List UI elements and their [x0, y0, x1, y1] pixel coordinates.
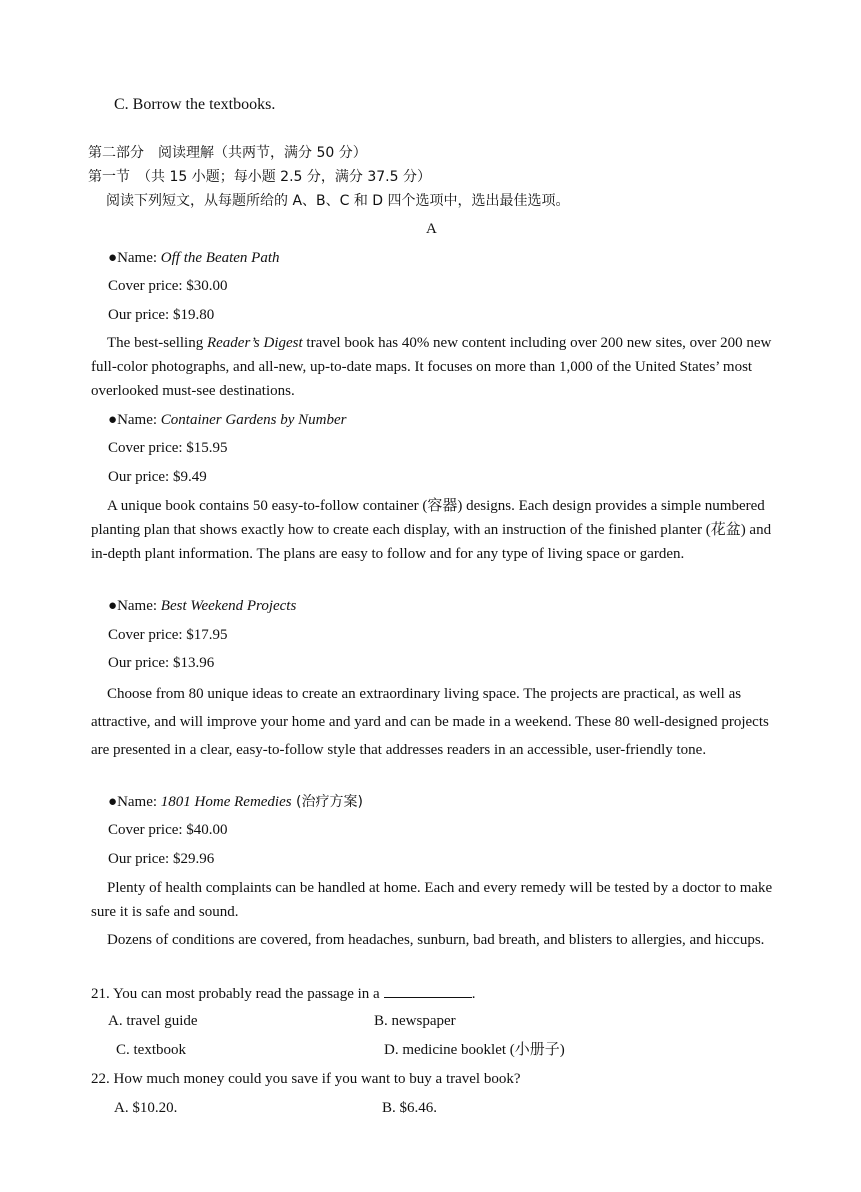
book-description	[91, 680, 781, 764]
book-description-2	[91, 928, 781, 952]
desc-prefix: The best-selling	[107, 335, 207, 351]
book-name-line	[108, 792, 363, 812]
book-description	[91, 331, 781, 403]
our-price: Our price: $9.49	[108, 469, 207, 485]
book-title: 1801 Home Remedies	[160, 794, 292, 810]
our-price: Our price: $19.80	[108, 307, 215, 323]
passage-letter: A	[426, 221, 437, 237]
answer-blank	[384, 983, 472, 998]
cover-price: Cover price: $30.00	[108, 278, 228, 294]
option-b: B. newspaper	[374, 1013, 456, 1029]
desc-text: Plenty of health complaints can be handled at home. Each and every remedy will be tested by a doctor to make sure it is safe and sound.	[91, 880, 773, 920]
option-a: A. travel guide	[108, 1013, 198, 1029]
title-suffix: (治疗方案)	[291, 794, 363, 810]
instruction: 阅读下列短文，从每题所给的 A、B、C 和 D 四个选项中，选出最佳选项。	[106, 193, 570, 209]
name-label: Name:	[117, 598, 161, 614]
our-price: Our price: $13.96	[108, 655, 215, 671]
question-21	[91, 983, 475, 1004]
sub-heading: 第一节 （共 15 小题；每小题 2.5 分，满分 37.5 分）	[88, 169, 431, 185]
cover-price: Cover price: $40.00	[108, 822, 228, 838]
desc-italic: Reader’s Digest	[206, 335, 303, 351]
name-label: Name:	[117, 412, 161, 428]
desc-text: A unique book contains 50 easy-to-follow container (容器) designs. Each design provides a simple numbered planting plan that shows exactly how to create each display, with an instruction of the finished planter (花盆) and in-depth plant information. The plans are easy to follow and for any type of living space or garden.	[91, 498, 772, 562]
previous-option-c: C. Borrow the textbooks.	[114, 96, 276, 113]
book-title: Container Gardens by Number	[160, 412, 347, 428]
question-stem: 21. You can most probably read the passage in a	[91, 986, 380, 1002]
book-description	[91, 876, 781, 924]
bullet-icon: ●	[108, 412, 118, 428]
book-name-line	[108, 410, 346, 430]
name-label: Name:	[117, 250, 161, 266]
bullet-icon: ●	[108, 794, 118, 810]
part-heading: 第二部分 阅读理解（共两节，满分 50 分）	[88, 145, 367, 161]
question-end: .	[471, 986, 476, 1002]
name-label: Name:	[117, 794, 161, 810]
book-name-line	[108, 596, 296, 616]
cover-price: Cover price: $17.95	[108, 627, 228, 643]
book-title: Off the Beaten Path	[160, 250, 280, 266]
desc-text: Choose from 80 unique ideas to create an extraordinary living space. The projects are practical, as well as attractive, and will improve your home and yard and can be made in a weekend. These 80 well-designed projects are presented in a clear, easy-to-follow style that addresses readers in an accessible, user-friendly tone.	[91, 686, 769, 758]
option-d: D. medicine booklet (小册子)	[384, 1042, 565, 1058]
question-22: 22. How much money could you save if you want to buy a travel book?	[91, 1071, 521, 1087]
option-c: C. textbook	[116, 1042, 186, 1058]
bullet-icon: ●	[108, 598, 118, 614]
bullet-icon: ●	[108, 250, 118, 266]
desc-text: Dozens of conditions are covered, from headaches, sunburn, bad breath, and blisters to allergies, and hiccups.	[107, 932, 765, 948]
option-a: A. $10.20.	[114, 1100, 178, 1116]
cover-price: Cover price: $15.95	[108, 440, 228, 456]
book-description	[91, 494, 781, 566]
desc-rest: travel book has 40% new content including over 200 new sites, over 200 new full-color photographs, and all-new, up-to-date maps. It focuses on more than 1,000 of the United States’ most overlooked must-see destinations.	[91, 335, 772, 399]
option-b: B. $6.46.	[382, 1100, 438, 1116]
book-title: Best Weekend Projects	[160, 598, 297, 614]
book-name-line	[108, 248, 280, 268]
our-price: Our price: $29.96	[108, 851, 215, 867]
